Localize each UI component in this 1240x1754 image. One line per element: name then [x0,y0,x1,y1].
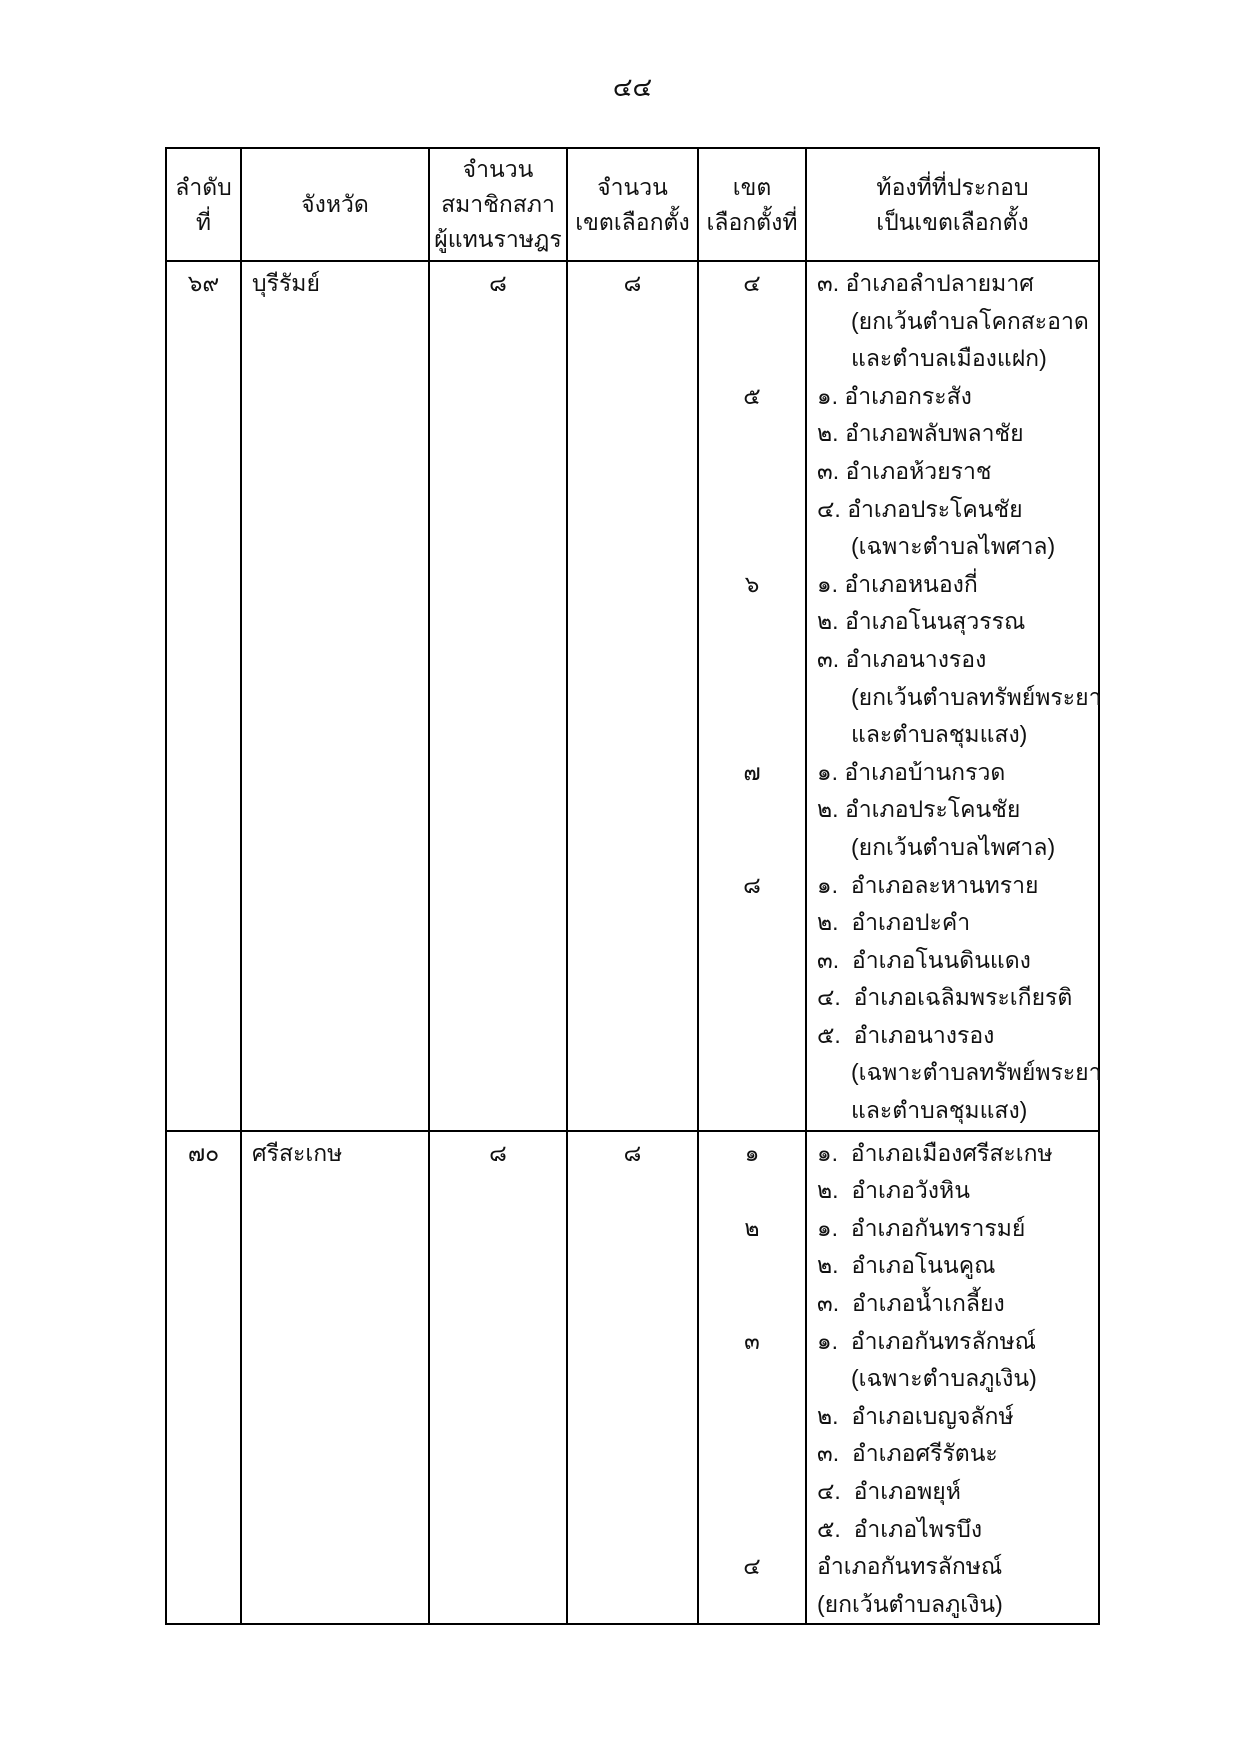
area-line: ๒. อำเภอพลับพลาชัย [817,420,1024,447]
area-line: ๑. อำเภอกันทรารมย์ [817,1214,1026,1241]
district-number-spacer [699,1435,805,1473]
cell-province-value: บุรีรัมย์ [252,270,320,296]
district-number-spacer [699,303,805,341]
area-line: ๒. อำเภอโนนสุวรรณ [817,608,1026,635]
electoral-districts-table [165,147,1100,1625]
district-number-spacer [699,679,805,717]
header-province [240,149,428,260]
area-line: และตำบลเมืองแฝก) [851,345,1047,372]
district-number-spacer [699,942,805,980]
area-line: ๑. อำเภอเมืองศรีสะเกษ [817,1139,1053,1166]
district-number: ๖ [744,570,760,597]
header-line: จำนวน [597,173,668,200]
area-line: ๓. อำเภอนางรอง [817,645,987,672]
district-number: ๒ [744,1214,760,1241]
cell-order-number [167,262,240,1130]
table-header-row [167,149,1098,262]
header-line: จังหวัด [301,191,369,217]
header-members-count [428,149,566,260]
district-number-spacer [699,603,805,641]
district-number: ๓ [744,1327,760,1354]
area-line: และตำบลชุมแสง) [851,721,1028,748]
header-line: เขตเลือกตั้ง [575,208,690,235]
header-line: จำนวน [462,156,534,182]
header-line: เขต [732,173,772,200]
district-number-spacer [699,716,805,754]
district-number-spacer [699,1285,805,1323]
district-number-spacer [699,1092,805,1130]
area-line: ๑. อำเภอละหานทราย [817,871,1039,898]
district-number-spacer [699,340,805,378]
district-number-spacer [699,1247,805,1285]
district-number-spacer [699,528,805,566]
header-areas [805,149,1098,260]
cell-districts-count-value: ๘ [623,270,642,296]
header-line: ลำดับ [175,173,232,200]
header-line: เลือกตั้งที่ [706,208,798,235]
district-number-spacer [699,1172,805,1210]
area-line: (เฉพาะตำบลภูเงิน) [851,1365,1037,1392]
district-number-spacer [699,1511,805,1549]
cell-districts-count-value: ๘ [623,1139,642,1166]
cell-members-count-value: ๘ [489,270,507,296]
district-number-spacer [699,415,805,453]
area-line: ๑. อำเภอบ้านกรวด [817,758,1006,785]
table-body [167,262,1102,1623]
area-line: ๕. อำเภอไพรบึง [817,1515,983,1542]
header-line: ท้องที่ที่ประกอบ [876,173,1029,200]
district-number-spacer [699,491,805,529]
page-number: ๔๔ [612,72,653,102]
district-number-spacer [699,641,805,679]
cell-order-number [167,1132,240,1624]
district-number: ๔ [743,1553,761,1580]
area-line: (เฉพาะตำบลไพศาล) [851,533,1056,560]
district-number-spacer [699,453,805,491]
area-line: (เฉพาะตำบลทรัพย์พระยา [851,1059,1102,1086]
area-line: ๑. อำเภอกระสัง [817,382,972,409]
header-line: สมาชิกสภา [441,191,555,217]
area-line: ๓. อำเภอห้วยราช [817,457,992,484]
district-number-spacer [699,1360,805,1398]
area-line: ๒. อำเภอเบญจลักษ์ [817,1402,1014,1429]
area-line: ๕. อำเภอนางรอง [817,1021,995,1048]
area-line: ๔. อำเภอพยุห์ [817,1478,961,1504]
area-line: ๓. อำเภอลำปลายมาศ [817,270,1034,296]
header-district-number [697,149,805,260]
area-line: ๒. อำเภอวังหิน [817,1177,970,1204]
district-number: ๗ [743,758,761,785]
header-order-number [167,149,240,260]
cell-members-count-value: ๘ [489,1139,507,1166]
district-number: ๕ [743,382,761,409]
table-row [167,1130,1098,1624]
table-row [167,262,1102,1130]
cell-province [240,262,428,1130]
cell-province-value: ศรีสะเกษ [252,1139,343,1166]
district-number-spacer [699,904,805,942]
area-line: (ยกเว้นตำบลภูเงิน) [817,1590,1003,1617]
header-line: ผู้แทนราษฎร [434,226,562,252]
district-number: ๘ [743,871,761,898]
area-line: ๓. อำเภอศรีรัตนะ [817,1440,998,1467]
district-number: ๔ [743,270,761,296]
district-number-spacer [699,1586,805,1624]
district-number: ๑ [744,1139,760,1166]
area-line: ๓. อำเภอโนนดินแดง [817,946,1031,973]
area-line: (ยกเว้นตำบลโคกสะอาด [851,307,1089,334]
area-line: อำเภอกันทรลักษณ์ [817,1553,1003,1580]
area-line: ๓. อำเภอน้ำเกลี้ยง [817,1290,1005,1317]
area-line: (ยกเว้นตำบลทรัพย์พระยา [851,683,1102,710]
area-line: ๔. อำเภอเฉลิมพระเกียรติ [817,984,1073,1011]
area-line: ๔. อำเภอประโคนชัย [817,495,1023,522]
area-line: (ยกเว้นตำบลไพศาล) [851,833,1056,860]
cell-province [240,1132,428,1624]
cell-district-numbers [697,262,805,1130]
area-line: ๒. อำเภอโนนคูณ [817,1252,996,1279]
cell-areas [805,1132,1098,1624]
cell-members-count [428,262,566,1130]
cell-members-count [428,1132,566,1624]
district-number-spacer [699,1398,805,1436]
area-line: และตำบลชุมแสง) [851,1097,1028,1124]
cell-districts-count [566,1132,697,1624]
area-line: ๒. อำเภอประโคนชัย [817,796,1021,823]
cell-districts-count [566,262,697,1130]
district-number-spacer [699,829,805,867]
header-districts-count [566,149,697,260]
district-number-spacer [699,979,805,1017]
area-line: ๑. อำเภอกันทรลักษณ์ [817,1327,1037,1354]
cell-order-number-value: ๖๙ [187,270,220,296]
area-line: ๒. อำเภอปะคำ [817,909,971,936]
district-number-spacer [699,1473,805,1511]
district-number-spacer [699,791,805,829]
header-line: ที่ [195,208,212,235]
district-number-spacer [699,1017,805,1055]
header-line: เป็นเขตเลือกตั้ง [876,208,1029,235]
cell-areas [805,262,1102,1130]
cell-district-numbers [697,1132,805,1624]
area-line: ๑. อำเภอหนองกี่ [817,570,978,597]
cell-order-number-value: ๗๐ [187,1139,220,1166]
district-number-spacer [699,1054,805,1092]
